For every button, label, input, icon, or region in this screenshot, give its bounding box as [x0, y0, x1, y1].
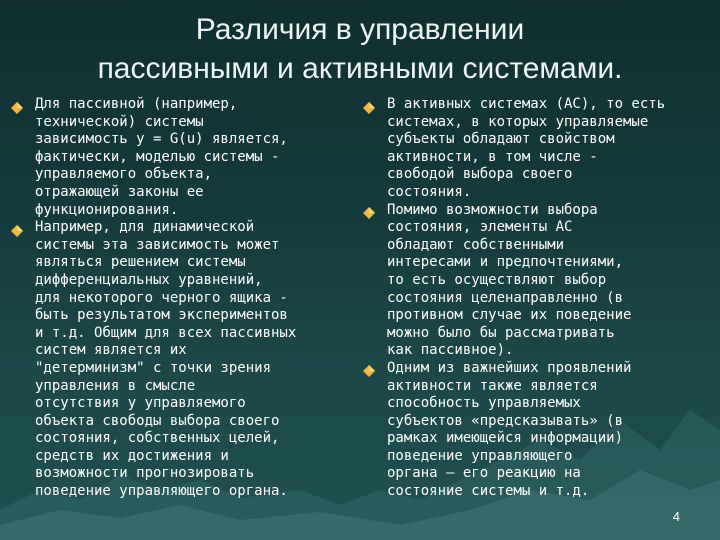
diamond-bullet-icon — [10, 224, 23, 237]
list-item — [6, 219, 356, 501]
list-item — [358, 96, 720, 202]
diamond-bullet-icon — [362, 101, 375, 114]
diamond-bullet-icon — [10, 101, 23, 114]
list-item-text: В активных системах (АС), то есть системах, в которых управляемые субъекты обладают свойством активности, в том числе - свободой выбора своего состояния. — [387, 96, 666, 200]
left-column — [6, 96, 356, 501]
list-item — [6, 96, 356, 219]
diamond-bullet-icon — [362, 207, 375, 220]
list-item — [358, 360, 720, 501]
list-item-text: Помимо возможности выбора состояния, элементы АС обладают собственными интересами и предпочтениями, то есть осуществляют выбор состояния целенаправленно (в противном случае их поведение можно было бы рассматривать как пассивное). — [387, 201, 632, 359]
list-item-text: Для пассивной (например, технической) системы зависимость y = G(u) является, фактически, моделью системы - управляемого объекта, отражающей законы ее функционирования. — [35, 96, 288, 218]
right-column — [358, 96, 720, 501]
list-item-text: Например, для динамической системы эта зависимость может являться решением системы дифференциальных уравнений, для некоторого черного ящика - быть результатом экспериментов и т.д. Общим для всех пассивных систем является их "детерминизм" с точки зрения управления в смысле отсутствия у управляемого объекта свободы выбора своего состояния, собственных целей, средств их достижения и возможности прогнозировать поведение управляющего органа. — [35, 219, 297, 500]
list-item — [358, 202, 720, 360]
diamond-bullet-icon — [362, 365, 375, 378]
slide-title-text: Различия в управлении пассивными и активными системами. — [97, 13, 623, 85]
list-item-text: Одним из важнейших проявлений активности также является способность управляемых субъектов «предсказывать» (в рамках имеющейся информации) поведение управляющего органа – его реакцию на состояние системы и т.д. — [387, 359, 632, 500]
slide-title — [40, 10, 680, 88]
page-number: 4 — [672, 509, 680, 524]
